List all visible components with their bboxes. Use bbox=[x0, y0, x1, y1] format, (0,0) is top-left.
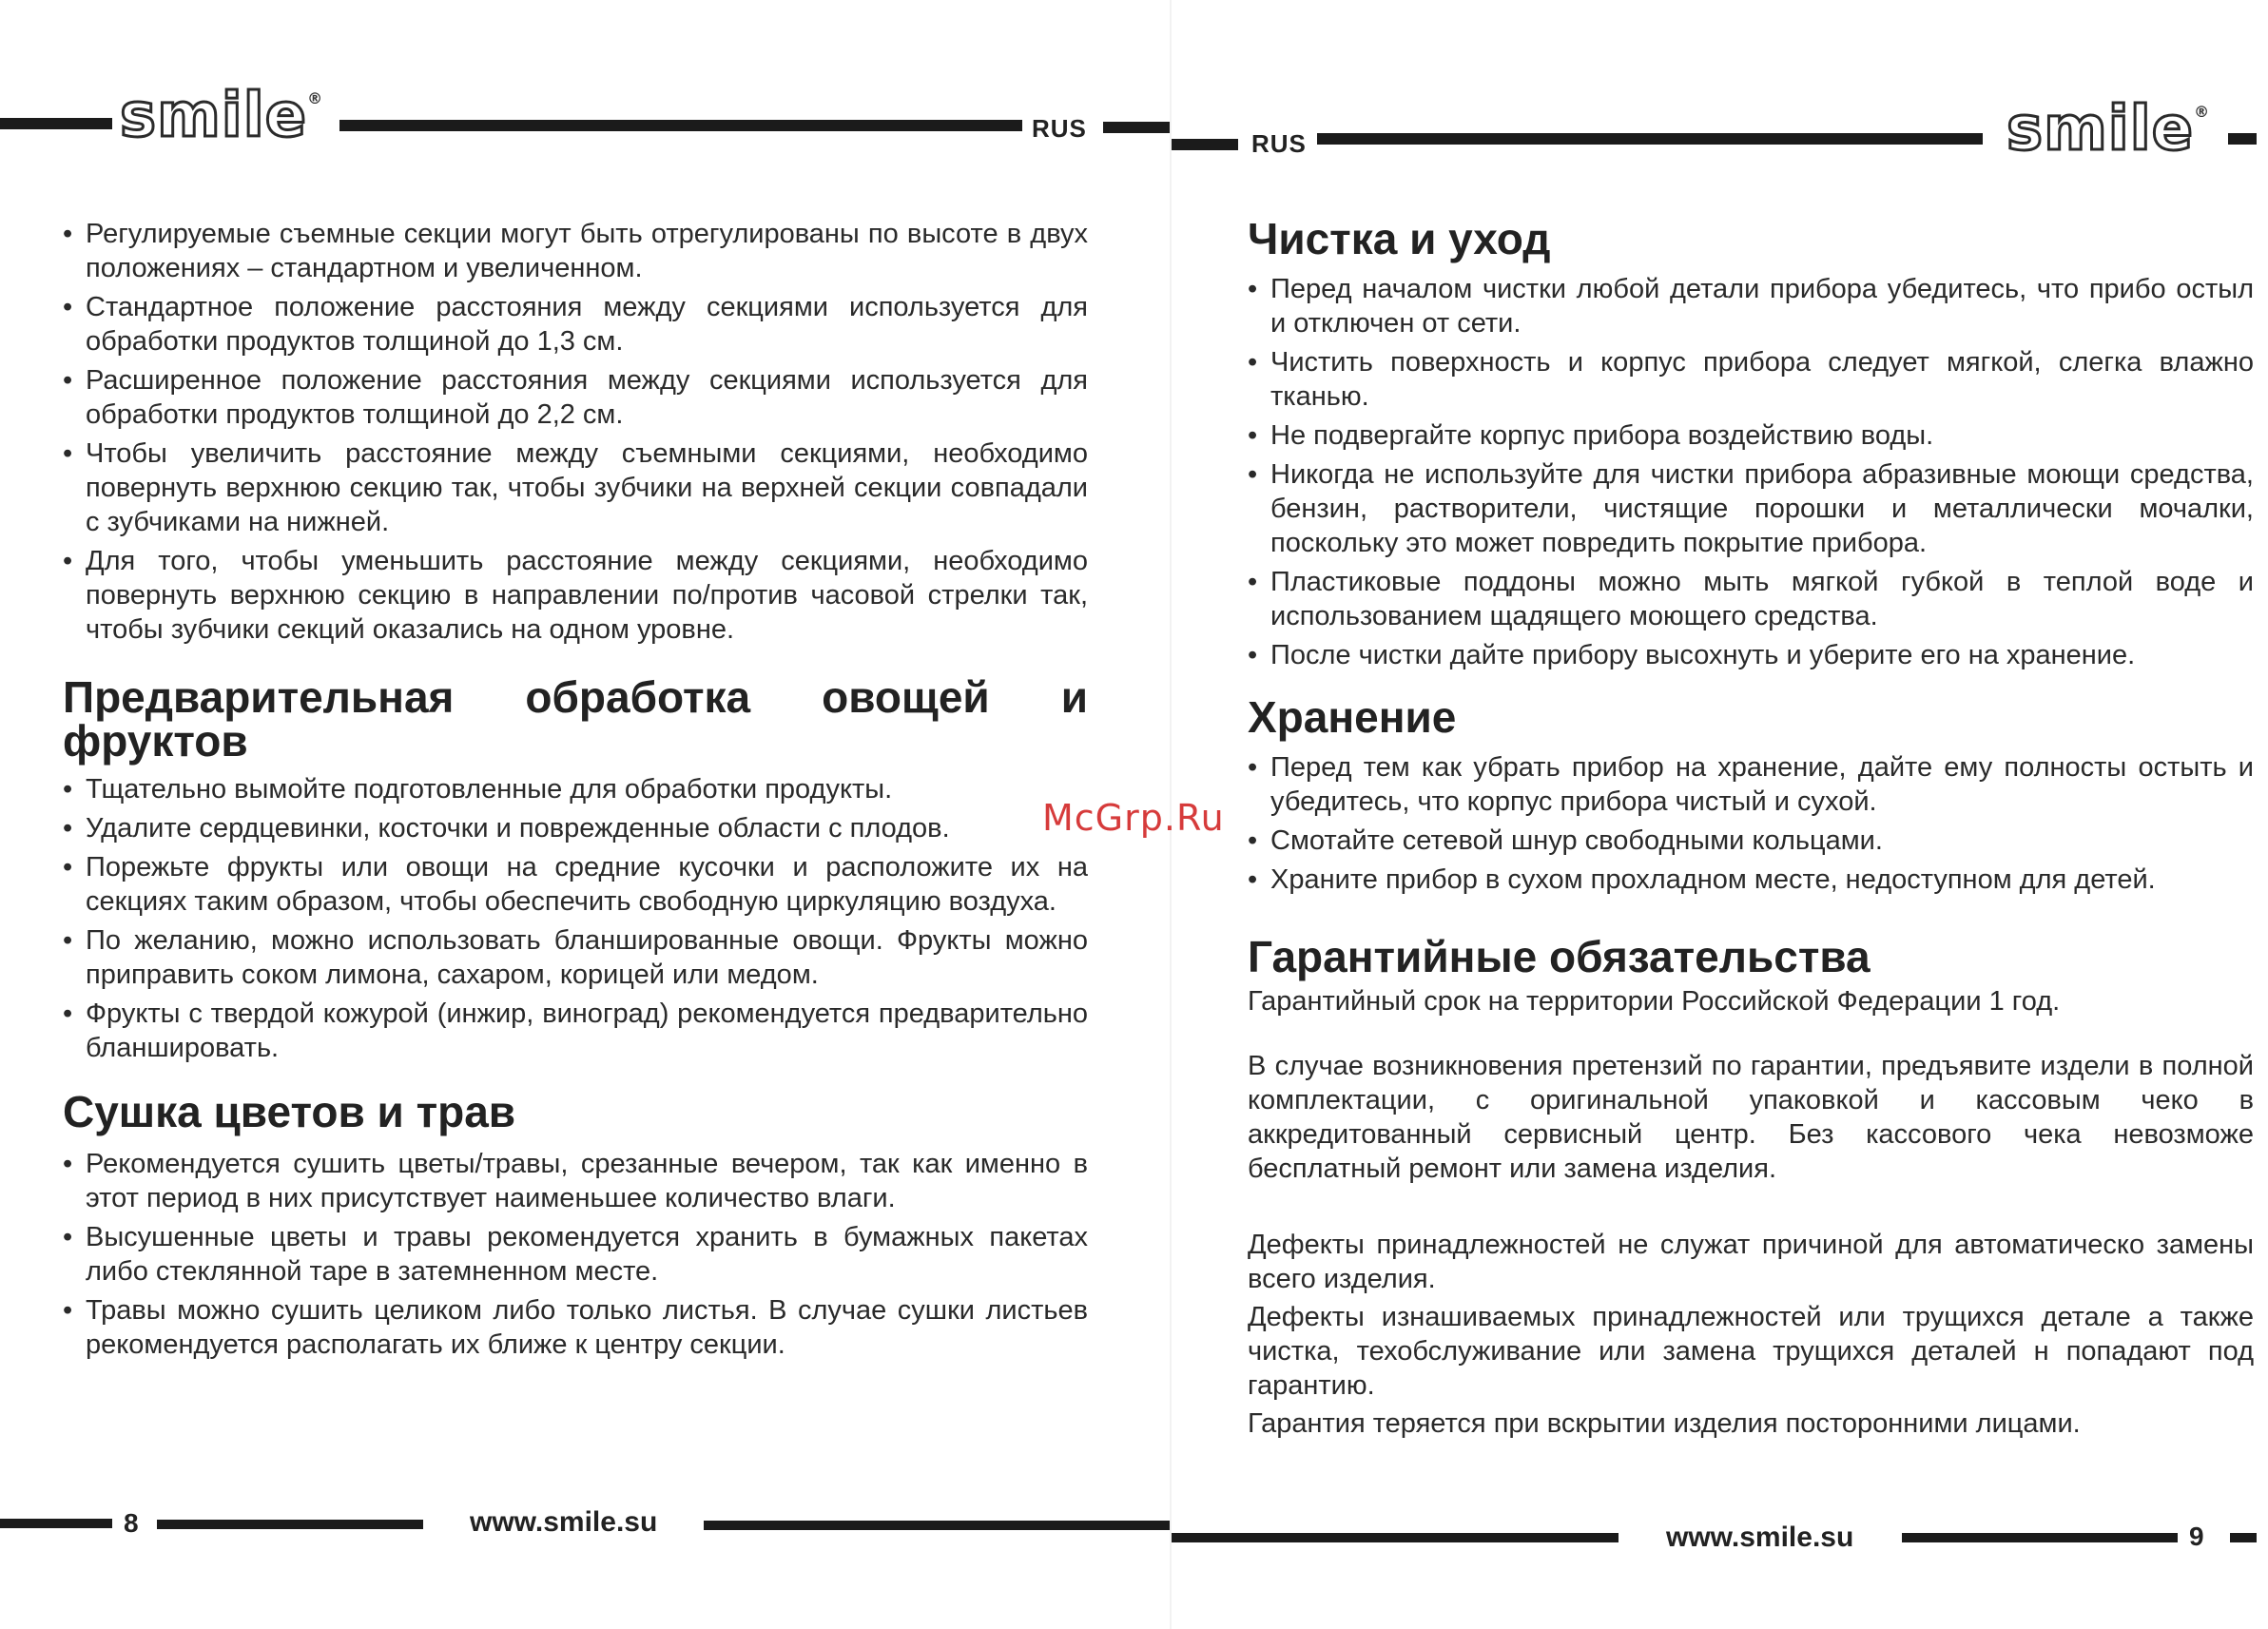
list-item: • Храните прибор в сухом прохладном месте, недоступном для детей. bbox=[1248, 863, 2254, 897]
section-title-prep-line2: фруктов bbox=[63, 716, 248, 766]
section-title-dry: Сушка цветов и трав bbox=[63, 1087, 516, 1136]
list-item: • Перед тем как убрать прибор на хранение, дайте ему полносты остыть и убедитесь, что корпус прибора чистый и сухой. bbox=[1248, 750, 2254, 819]
header-rule-left-1 bbox=[0, 118, 112, 129]
footer-rule-left-1 bbox=[0, 1519, 112, 1528]
list-item: • По желанию, можно использовать бланшированные овощи. Фрукты можно приправить соком лимона, сахаром, корицей или медом. bbox=[63, 923, 1088, 992]
list-item: • Порежьте фрукты или овощи на средние кусочки и расположите их на секциях таким образом, чтобы обеспечить свободную циркуляцию воздуха. bbox=[63, 850, 1088, 919]
header-rule-right-3 bbox=[2228, 133, 2257, 145]
footer-rule-right-2 bbox=[1902, 1533, 2178, 1542]
warranty-claims: В случае возникновения претензий по гарантии, предъявите издели в полной комплектации, с оригинальной упаковкой и кассовым чеко в аккредитованный сервисный центр. Без кассового чека невозможе бесплатный ремонт или замена изделия. bbox=[1248, 1051, 2254, 1184]
footer-rule-left-2 bbox=[157, 1520, 423, 1529]
section-title-prep bbox=[63, 672, 1088, 766]
section-title-storage: Хранение bbox=[1248, 692, 1457, 742]
list-item: • Стандартное положение расстояния между секциями используется для обработки продуктов толщиной до 1,3 см. bbox=[63, 290, 1088, 359]
list-item: • Смотайте сетевой шнур свободными кольцами. bbox=[1248, 824, 2254, 858]
lang-label-left: RUS bbox=[1032, 114, 1087, 143]
section-title-clean: Чистка и уход bbox=[1248, 214, 1551, 263]
header-rule-right-1 bbox=[1172, 139, 1238, 150]
brand-logo-left: smile® bbox=[120, 81, 324, 151]
adjustment-list bbox=[63, 217, 1088, 647]
list-item: • Чтобы увеличить расстояние между съемными секциями, необходимо повернуть верхнюю секцию так, чтобы зубчики на верхней секции совпадали с зубчиками на нижней. bbox=[63, 436, 1088, 539]
site-url-right: www.smile.su bbox=[1666, 1522, 1854, 1553]
list-item: • Чистить поверхность и корпус прибора следует мягкой, слегка влажно тканью. bbox=[1248, 345, 2254, 414]
page-number-left: 8 bbox=[124, 1508, 139, 1538]
list-item: • Высушенные цветы и травы рекомендуется хранить в бумажных пакетах либо стеклянной таре в затемненном месте. bbox=[63, 1220, 1088, 1289]
list-item: • Перед началом чистки любой детали прибора убедитесь, что прибо остыл и отключен от сети. bbox=[1248, 272, 2254, 340]
footer-rule-right-1 bbox=[1172, 1533, 1619, 1542]
list-item: • Регулируемые съемные секции могут быть отрегулированы по высоте в двух положениях – стандартном и увеличенном. bbox=[63, 217, 1088, 285]
section-title-prep-line1: Предварительная обработка овощей и bbox=[63, 672, 1088, 722]
list-item: • Тщательно вымойте подготовленные для обработки продукты. bbox=[63, 772, 1088, 806]
dry-list bbox=[63, 1147, 1088, 1362]
page-number-right: 9 bbox=[2189, 1522, 2204, 1551]
list-item: • Травы можно сушить целиком либо только листья. В случае сушки листьев рекомендуется располагать их ближе к центру секции. bbox=[63, 1293, 1088, 1362]
list-item: • Не подвергайте корпус прибора воздействию воды. bbox=[1248, 418, 2254, 453]
left-page-content bbox=[63, 217, 1088, 1367]
footer-rule-right-3 bbox=[2230, 1533, 2257, 1542]
storage-list bbox=[1248, 750, 2254, 897]
warranty-accessories: Дефекты принадлежностей не служат причиной для автоматическо замены всего изделия. bbox=[1248, 1230, 2254, 1294]
right-page-content bbox=[1248, 214, 2254, 1441]
clean-list bbox=[1248, 272, 2254, 672]
lang-label-right: RUS bbox=[1251, 129, 1307, 158]
list-item: • Для того, чтобы уменьшить расстояние между секциями, необходимо повернуть верхнюю секцию в направлении по/против часовой стрелки так, чтобы зубчики секций оказались на одном уровне. bbox=[63, 544, 1088, 647]
list-item: • Расширенное положение расстояния между секциями используется для обработки продуктов толщиной до 2,2 см. bbox=[63, 363, 1088, 432]
header-rule-left-2 bbox=[339, 120, 1022, 131]
list-item: • После чистки дайте прибору высохнуть и уберите его на хранение. bbox=[1248, 638, 2254, 672]
footer-rule-left-3 bbox=[704, 1521, 1170, 1530]
prep-list bbox=[63, 772, 1088, 1065]
warranty-term: Гарантийный срок на территории Российской Федерации 1 год. bbox=[1248, 986, 2061, 1017]
list-item: • Никогда не используйте для чистки прибора абразивные моющи средства, бензин, растворители, чистящие порошки и металлически мочалки, поскольку это может повредить покрытие прибора. bbox=[1248, 457, 2254, 560]
site-url-left: www.smile.su bbox=[470, 1506, 658, 1538]
warranty-void: Гарантия теряется при вскрытии изделия посторонними лицами. bbox=[1248, 1408, 2081, 1439]
list-item: • Рекомендуется сушить цветы/травы, срезанные вечером, так как именно в этот период в них присутствует наименьшее количество влаги. bbox=[63, 1147, 1088, 1215]
warranty-wear-parts: Дефекты изнашиваемых принадлежностей или трущихся детале а также чистка, техобслуживание или замена трущихся деталей н попадают под гарантию. bbox=[1248, 1302, 2254, 1401]
brand-logo-right: smile® bbox=[2006, 94, 2211, 165]
section-title-warranty: Гарантийные обязательства bbox=[1248, 932, 1871, 981]
list-item: • Удалите сердцевинки, косточки и поврежденные области с плодов. bbox=[63, 811, 1088, 845]
header-rule-left-3 bbox=[1103, 122, 1170, 133]
list-item: • Фрукты с твердой кожурой (инжир, виноград) рекомендуется предварительно бланшировать. bbox=[63, 997, 1088, 1065]
header-rule-right-2 bbox=[1317, 133, 1983, 145]
list-item: • Пластиковые поддоны можно мыть мягкой губкой в теплой воде и использованием щадящего моющего средства. bbox=[1248, 565, 2254, 633]
watermark: McGrp.Ru bbox=[1042, 797, 1225, 839]
